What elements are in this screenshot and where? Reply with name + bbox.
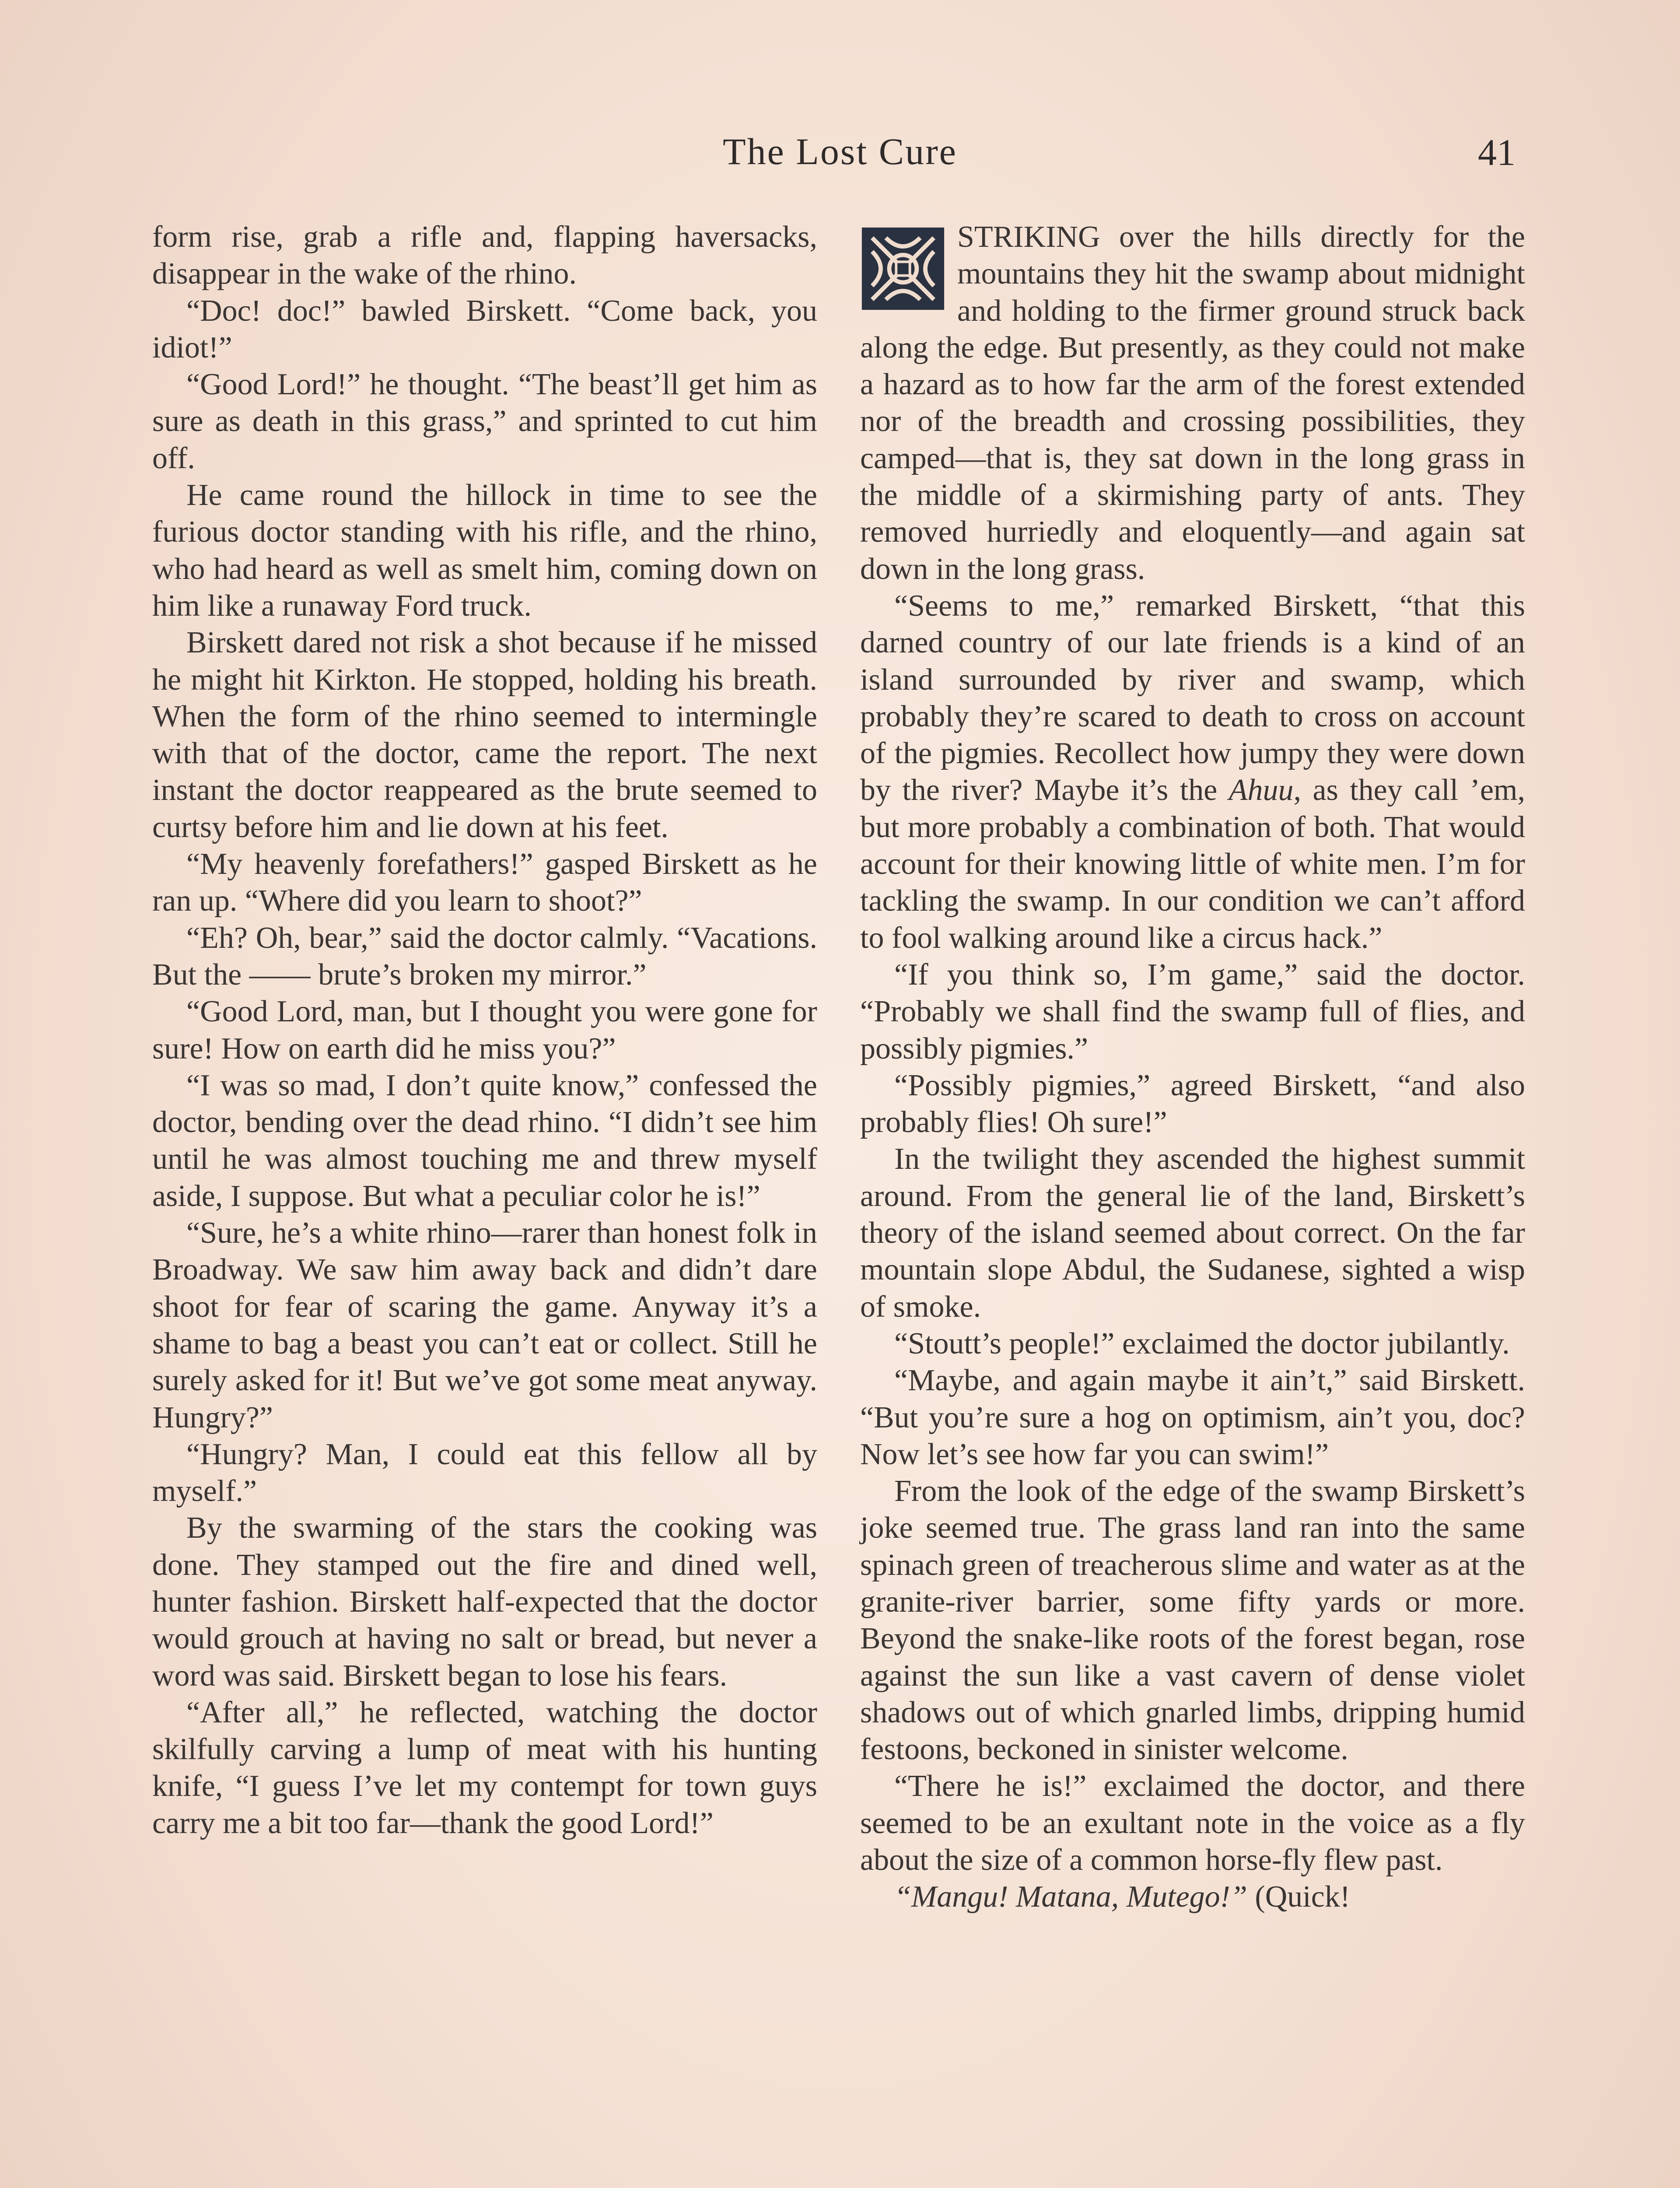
- left-column: [152, 219, 817, 1842]
- right-column: [860, 219, 1525, 1916]
- paragraph: form rise, grab a rifle and, flapping haversacks, disappear in the wake of the rhino.: [152, 220, 817, 291]
- paragraph: Birskett dared not risk a shot because if he missed he might hit Kirkton. He stopped, holding his breath. When the form of the rhino seemed to intermingle with that of the doctor, came the report. The next instant the doctor reappeared as the brute seemed to curtsy before him and lie down at his feet.: [152, 626, 817, 844]
- paragraph: [860, 588, 1525, 957]
- paragraph: “Good Lord, man, but I thought you were gone for sure! How on earth did he miss you?”: [152, 995, 817, 1066]
- paragraph: From the look of the edge of the swamp Birskett’s joke seemed true. The grass land ran into the same spinach green of treacherous slime and water as at the granite-river barrier, some fifty yards or more. Beyond the snake-like roots of the forest began, rose against the sun like a vast cavern of dense violet shadows out of which gnarled limbs, dripping humid festoons, beckoned in sinister welcome.: [860, 1474, 1525, 1767]
- paragraph: “Possibly pigmies,” agreed Birskett, “and also probably flies! Oh sure!”: [860, 1068, 1525, 1140]
- text-span: , as they call ’em, but more probably a combination of both. That would account for their knowing little of white men. I’m for tackling the swamp. In our condition we can’t afford to fool walking around like a circus hack.”: [860, 773, 1525, 955]
- paragraph: “Sure, he’s a white rhino—rarer than honest folk in Broadway. We saw him away back and didn’t dare shoot for fear of scaring the game. Anyway it’s a shame to bag a beast you can’t eat or collect. Still he surely asked for it! But we’ve got some meat anyway. Hungry?”: [152, 1216, 817, 1434]
- paragraph: STRIKING over the hills directly for the mountains they hit the swamp about midnight and holding to the firmer ground struck back along the edge. But presently, as they could not make a hazard as to how far the arm of the forest extended nor of the breadth and crossing possibilities, they camped—that is, they sat down in the long grass in the middle of a skirmishing party of ants. They removed hurriedly and eloquently—and again sat down in the long grass.: [860, 220, 1525, 586]
- paragraph: “My heavenly forefathers!” gasped Birskett as he ran up. “Where did you learn to shoot?”: [152, 847, 817, 918]
- paragraph: “Eh? Oh, bear,” said the doctor calmly. “Vacations. But the —— brute’s broken my mirror.”: [152, 921, 817, 992]
- paragraph: “If you think so, I’m game,” said the doctor. “Probably we shall find the swamp full of flies, and possibly pigmies.”: [860, 957, 1525, 1066]
- italic-word: Ahuu: [1228, 773, 1294, 807]
- paragraph: He came round the hillock in time to see the furious doctor standing with his rifle, and the rhino, who had heard as well as smelt him, coming down on him like a runaway Ford truck.: [152, 478, 817, 623]
- running-header-title: The Lost Cure: [723, 130, 957, 172]
- paragraph: “I was so mad, I don’t quite know,” confessed the doctor, bending over the dead rhino. “I didn’t see him until he was almost touching me and threw myself aside, I suppose. But what a peculiar color he is!”: [152, 1068, 817, 1213]
- text-span: (Quick!: [1247, 1880, 1351, 1914]
- page-number: 41: [1478, 131, 1516, 173]
- paragraph: “After all,” he reflected, watching the doctor skilfully carving a lump of meat with his hunting knife, “I guess I’ve let my contempt for town guys carry me a bit too far—thank the good Lord!”: [152, 1695, 817, 1840]
- paragraph: In the twilight they ascended the highest summit around. From the general lie of the land, Birskett’s theory of the island seemed about correct. On the far mountain slope Abdul, the Sudanese, sighted a wisp of smoke.: [860, 1142, 1525, 1324]
- paragraph: [860, 1879, 1525, 1915]
- paragraph: “Maybe, and again maybe it ain’t,” said Birskett. “But you’re sure a hog on optimism, ain’t you, doc? Now let’s see how far you can swim!”: [860, 1364, 1525, 1471]
- text-span: “Seems to me,” remarked Birskett, “that this darned country of our late friends is a kind of an island surrounded by river and swamp, which probably they’re scared to death to cross on account of the pigmies. Recollect how jumpy they were down by the river? Maybe it’s the: [860, 589, 1525, 807]
- paragraph: “Stoutt’s people!” exclaimed the doctor jubilantly.: [894, 1326, 1510, 1360]
- italic-phrase: “Mangu! Matana, Mutego!”: [894, 1880, 1247, 1914]
- celtic-knot-drop-cap-icon: [860, 225, 946, 312]
- paragraph: “There he is!” exclaimed the doctor, and there seemed to be an exultant note in the voice as a fly about the size of a common horse-fly flew past.: [860, 1769, 1525, 1877]
- paragraph: “Hungry? Man, I could eat this fellow all by myself.”: [152, 1437, 817, 1508]
- paragraph: “Doc! doc!” bawled Birskett. “Come back, you idiot!”: [152, 294, 817, 365]
- paragraph: “Good Lord!” he thought. “The beast’ll get him as sure as death in this grass,” and sprinted to cut him off.: [152, 368, 817, 475]
- paragraph: By the swarming of the stars the cooking was done. They stamped out the fire and dined well, hunter fashion. Birskett half-expected that the doctor would grouch at having no salt or bread, but never a word was said. Birskett began to lose his fears.: [152, 1511, 817, 1693]
